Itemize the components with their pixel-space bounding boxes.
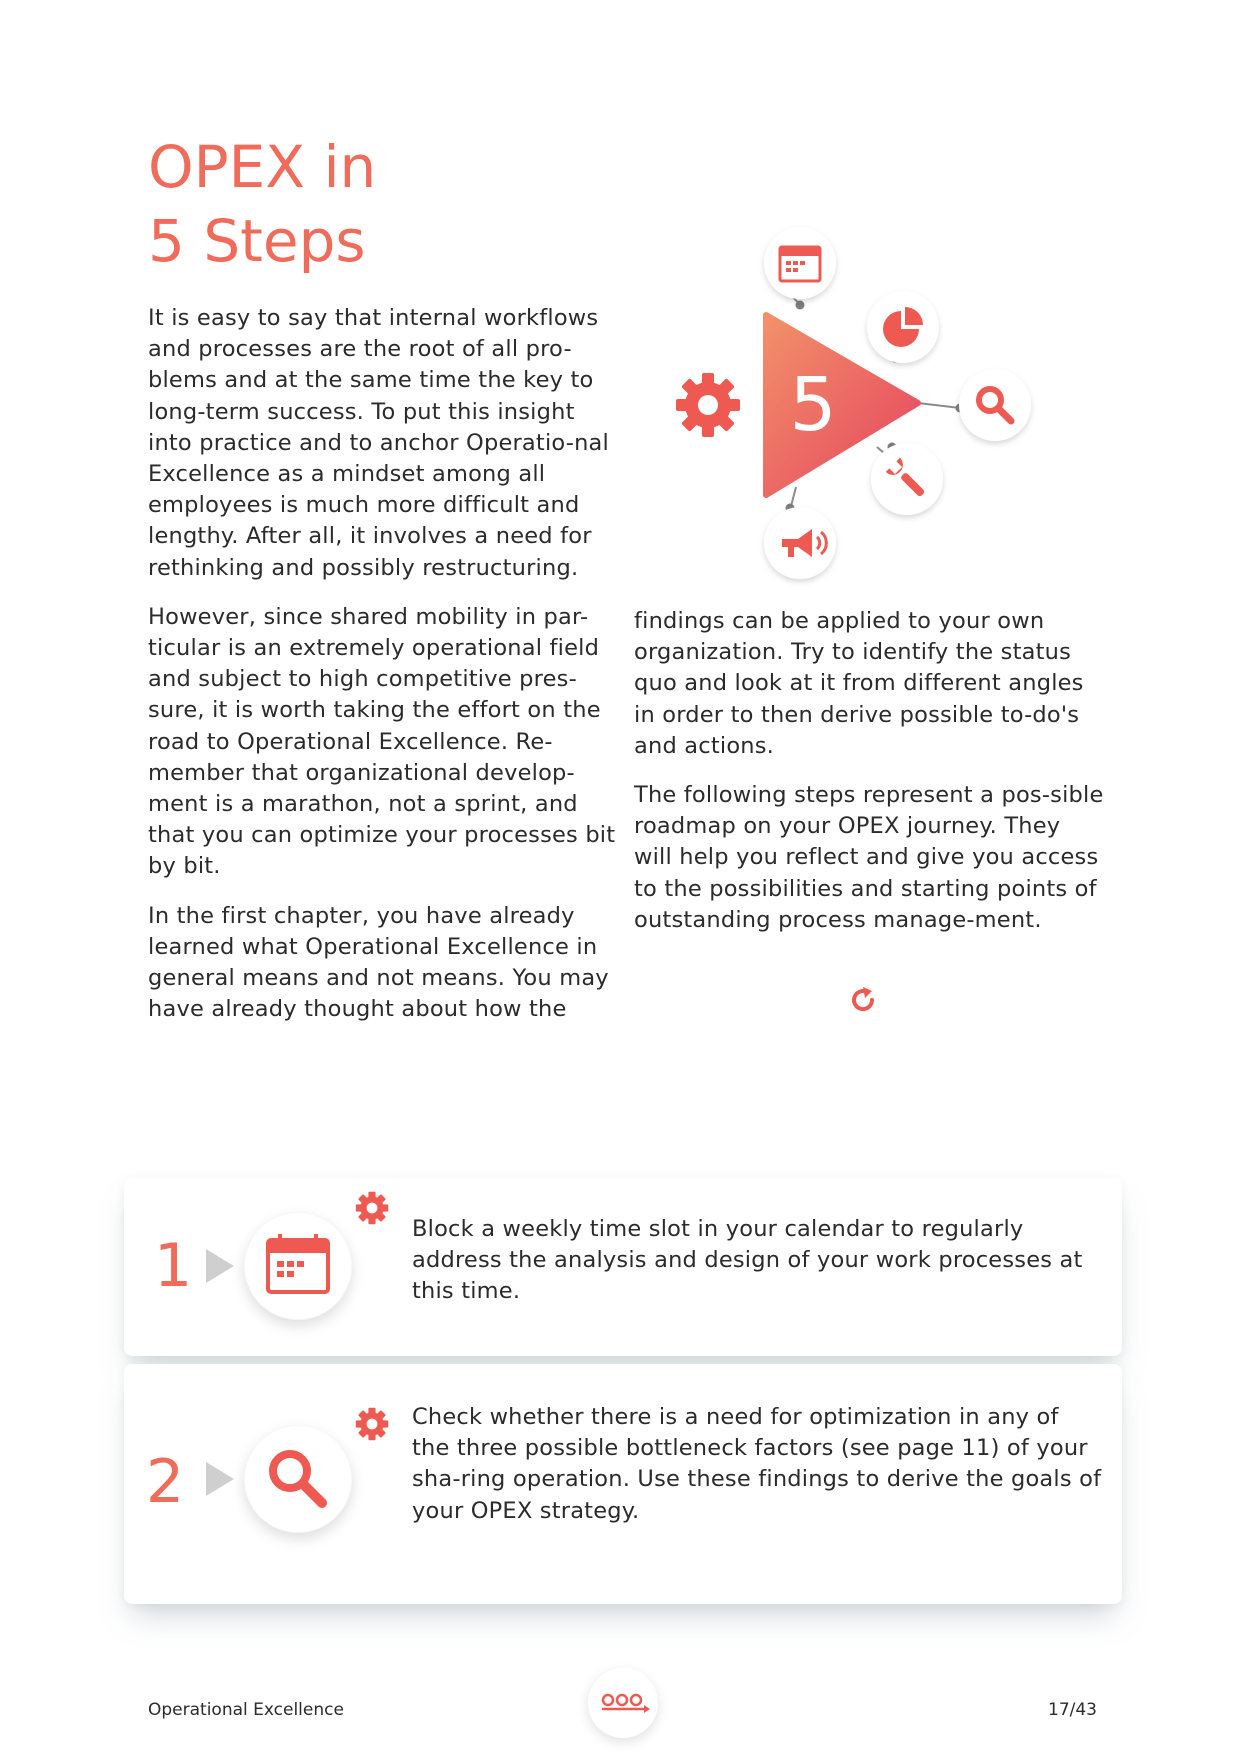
- arrow-icon: [206, 1462, 234, 1496]
- gear-icon: [354, 1406, 390, 1442]
- step-icon-circle: [244, 1212, 352, 1320]
- title-line-2: 5 Steps: [148, 207, 366, 275]
- paragraph: However, since shared mobility in par-ticular is an extremely operational field and subject to high competitive pres-sure, it is worth taking the effort on the road to Operational Excellence. Re-member that organizational develop-ment is a marathon, not a sprint, and that you can optimize your processes bit by bit.: [148, 603, 616, 880]
- megaphone-icon: [764, 507, 836, 579]
- page-number: 17/43: [1048, 1700, 1097, 1720]
- paragraph: It is easy to say that internal workflows and processes are the root of all pro-blems and at the same time the key to long-term success. To put this insight into practice and to anchor Operatio-nal Excellence as a mindset among all employees is much more difficult and lengthy. After all, it involves a need for rethinking and possibly restructuring.: [148, 305, 609, 581]
- scooter-logo-icon: [588, 1668, 658, 1738]
- paragraph: findings can be applied to your own organization. Try to identify the status quo and look at it from different angles in order to then derive possible to-do's and actions.: [634, 608, 1084, 759]
- page-title: [148, 130, 376, 278]
- calendar-icon: [262, 1230, 334, 1302]
- gear-icon: [354, 1190, 390, 1226]
- opex-5-diagram: [670, 225, 1070, 605]
- center-number: 5: [789, 362, 837, 448]
- wrench-icon: [871, 443, 943, 515]
- step-card-1: [124, 1178, 1122, 1356]
- calendar-icon: [764, 227, 836, 299]
- paragraph: The following steps represent a pos-sible roadmap on your OPEX journey. They will help you reflect and give you access to the possibilities and starting points of outstanding process manage-ment.: [634, 782, 1104, 933]
- left-column: [148, 303, 618, 1043]
- title-line-1: OPEX in: [148, 133, 377, 201]
- step-card-2: [124, 1364, 1122, 1604]
- magnifier-icon: [959, 369, 1031, 441]
- paragraph: In the first chapter, you have already learned what Operational Excellence in general means and not means. You may have already thought about how the: [148, 902, 609, 1023]
- step-number: 1: [154, 1231, 193, 1301]
- arrow-icon: [206, 1249, 234, 1283]
- magnifier-icon: [262, 1443, 334, 1515]
- gear-icon: [676, 373, 740, 437]
- right-column: [634, 606, 1104, 954]
- step-text: Block a weekly time slot in your calendar to regularly address the analysis and design of your work processes at this time.: [412, 1216, 1083, 1305]
- step-icon-circle: [244, 1425, 352, 1533]
- step-number: 2: [146, 1447, 185, 1517]
- reload-icon: [848, 984, 880, 1016]
- pie-chart-icon: [867, 291, 939, 363]
- footer-title: Operational Excellence: [148, 1700, 344, 1720]
- step-text: Check whether there is a need for optimization in any of the three possible bottleneck factors (see page 11) of your sha-ring operation. Use these findings to derive the goals of your OPEX strategy.: [412, 1404, 1102, 1524]
